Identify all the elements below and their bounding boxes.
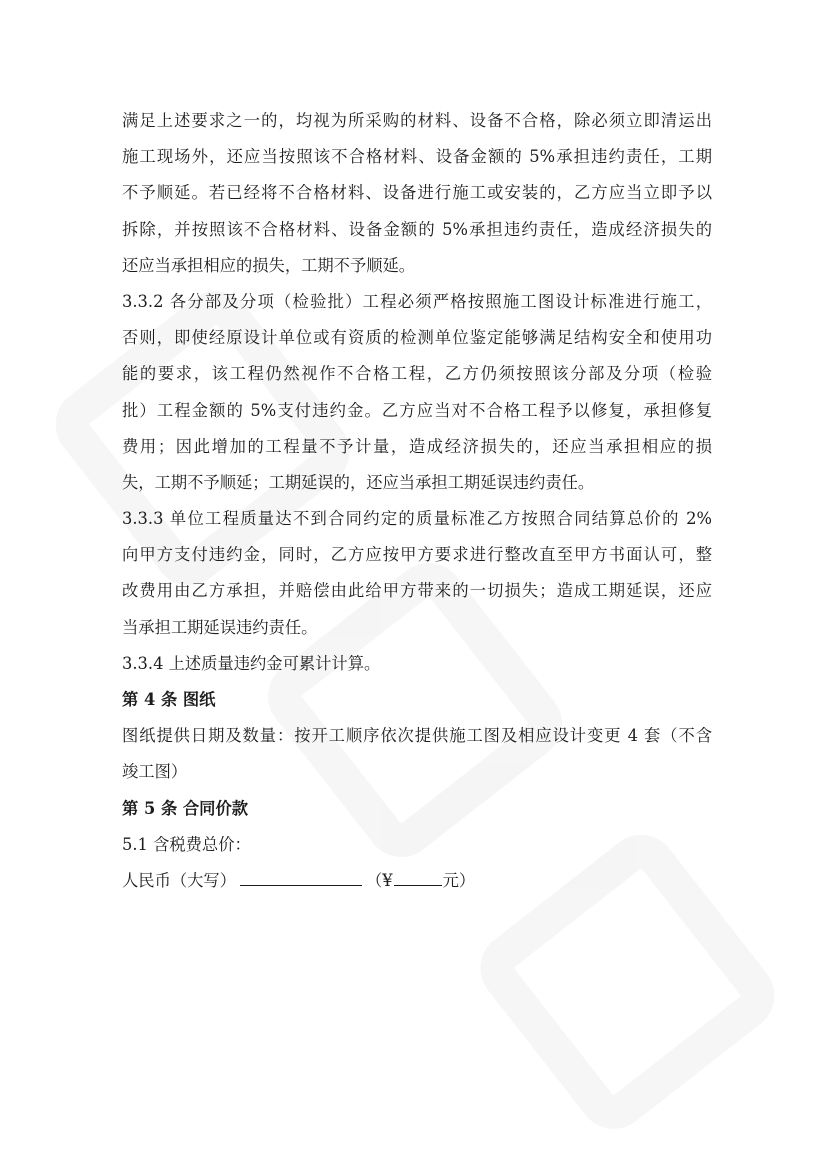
amount-in-figures-blank[interactable] bbox=[394, 863, 442, 886]
body-text-line: 施工现场外，还应当按照该不合格材料、设备金额的 5%承担违约责任，工期 bbox=[122, 147, 712, 167]
clause-3-3-4-text: 3.3.4 上述质量违约金可累计计算。 bbox=[122, 653, 381, 673]
drawings-text-line: 图纸提供日期及数量：按开工顺序依次提供施工图及相应设计变更 4 套（不含 bbox=[122, 726, 712, 746]
body-text-line: 失，工期不予顺延；工期延误的，还应当承担工期延误违约责任。 bbox=[122, 472, 595, 492]
clause-3-3-3-text: 3.3.3 单位工程质量达不到合同约定的质量标准乙方按照合同结算总价的 2% bbox=[122, 509, 712, 529]
body-text-line: 还应当承担相应的损失，工期不予顺延。 bbox=[122, 255, 416, 275]
document-page bbox=[122, 103, 712, 899]
drawings-text-line: 竣工图） bbox=[122, 762, 188, 782]
body-text-line: 满足上述要求之一的，均视为所采购的材料、设备不合格，除必须立即清运出 bbox=[122, 111, 712, 130]
body-text-line: 向甲方支付违约金，同时，乙方应按甲方要求进行整改直至甲方书面认可，整 bbox=[122, 545, 712, 565]
amount-in-words-blank[interactable] bbox=[240, 863, 362, 886]
section-5-heading: 第 5 条 合同价款 bbox=[122, 798, 249, 818]
body-text-line: 能的要求，该工程仍然视作不合格工程，乙方仍须按照该分部及分项（检验 bbox=[122, 364, 712, 384]
body-text-line: 否则，即使经原设计单位或有资质的检测单位鉴定能够满足结构安全和使用功 bbox=[122, 328, 712, 348]
rmb-suffix-label: 元） bbox=[442, 870, 476, 890]
rmb-mid-label: （¥ bbox=[365, 870, 393, 890]
clause-3-3-2-text: 3.3.2 各分部及分项（检验批）工程必须严格按照施工图设计标准进行施工， bbox=[122, 291, 712, 311]
body-text-line: 当承担工期延误违约责任。 bbox=[122, 617, 318, 637]
body-text-line: 拆除，并按照该不合格材料、设备金额的 5%承担违约责任，造成经济损失的 bbox=[122, 219, 712, 239]
clause-5-1-label: 5.1 含税费总价： bbox=[122, 834, 251, 854]
body-text-line: 改费用由乙方承担，并赔偿由此给甲方带来的一切损失；造成工期延误，还应 bbox=[122, 581, 712, 601]
body-text-line: 不予顺延。若已经将不合格材料、设备进行施工或安装的，乙方应当立即予以 bbox=[122, 183, 712, 203]
body-text-line: 批）工程金额的 5%支付违约金。乙方应当对不合格工程予以修复，承担修复 bbox=[122, 400, 712, 420]
rmb-prefix-label: 人民币（大写） bbox=[122, 870, 236, 890]
section-4-heading: 第 4 条 图纸 bbox=[122, 690, 216, 709]
rmb-amount-line bbox=[122, 863, 712, 899]
body-text-line: 费用；因此增加的工程量不予计量，造成经济损失的，还应当承担相应的损 bbox=[122, 436, 712, 456]
